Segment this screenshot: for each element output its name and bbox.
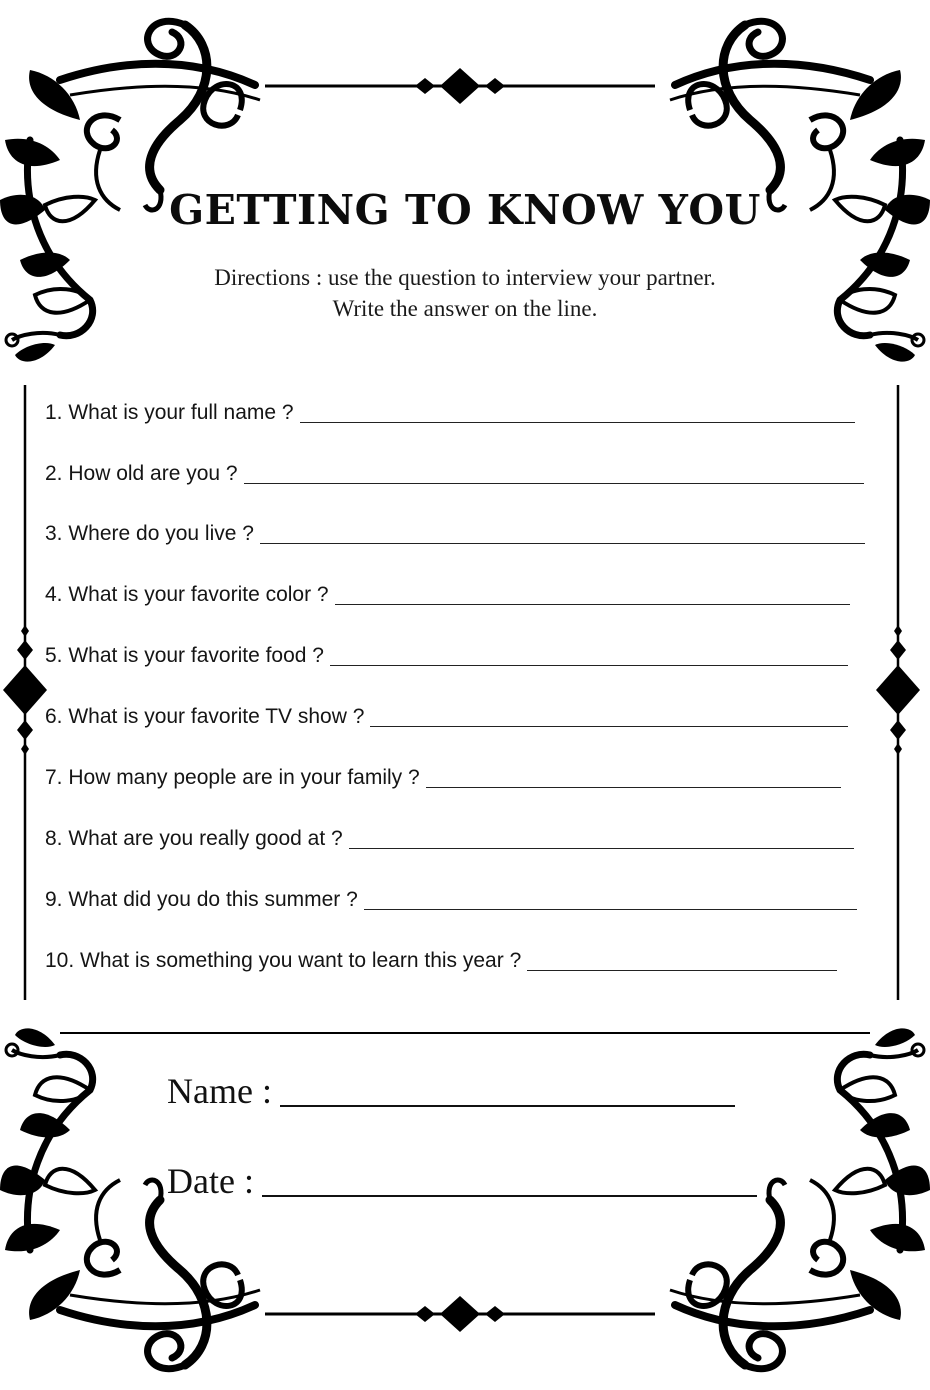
answer-line[interactable] xyxy=(300,421,855,423)
directions-line-2: Write the answer on the line. xyxy=(332,296,598,321)
worksheet-title: GETTING TO KNOW YOU xyxy=(169,186,761,234)
question-3 xyxy=(45,522,865,546)
question-10 xyxy=(45,949,837,973)
answer-line[interactable] xyxy=(364,908,857,910)
question-text: 6. What is your favorite TV show ? xyxy=(45,705,365,728)
question-5 xyxy=(45,644,848,668)
question-text: 1. What is your full name ? xyxy=(45,401,294,424)
question-text: 3. Where do you live ? xyxy=(45,522,254,545)
question-6 xyxy=(45,705,848,729)
question-text: 5. What is your favorite food ? xyxy=(45,644,324,667)
answer-line[interactable] xyxy=(370,725,848,727)
date-field xyxy=(167,1160,757,1202)
directions-line-1: Directions : use the question to interview your partner. xyxy=(214,265,716,290)
name-field xyxy=(167,1070,735,1112)
question-4 xyxy=(45,583,850,607)
question-text: 9. What did you do this summer ? xyxy=(45,888,358,911)
answer-line[interactable] xyxy=(244,482,864,484)
question-8 xyxy=(45,827,854,851)
name-answer-line[interactable] xyxy=(280,1104,735,1107)
answer-line[interactable] xyxy=(335,603,850,605)
question-1 xyxy=(45,401,855,425)
question-9 xyxy=(45,888,857,912)
name-label: Name : xyxy=(167,1071,272,1111)
question-text: 2. How old are you ? xyxy=(45,462,238,485)
question-2 xyxy=(45,462,864,486)
question-text: 8. What are you really good at ? xyxy=(45,827,343,850)
question-text: 10. What is something you want to learn this year ? xyxy=(45,949,522,972)
answer-line[interactable] xyxy=(426,786,841,788)
answer-line[interactable] xyxy=(260,542,865,544)
answer-line[interactable] xyxy=(330,664,848,666)
question-text: 7. How many people are in your family ? xyxy=(45,766,420,789)
date-answer-line[interactable] xyxy=(262,1194,757,1197)
answer-line[interactable] xyxy=(349,847,854,849)
date-label: Date : xyxy=(167,1161,254,1201)
directions xyxy=(0,262,930,324)
answer-line[interactable] xyxy=(527,969,837,971)
question-7 xyxy=(45,766,841,790)
question-text: 4. What is your favorite color ? xyxy=(45,583,329,606)
